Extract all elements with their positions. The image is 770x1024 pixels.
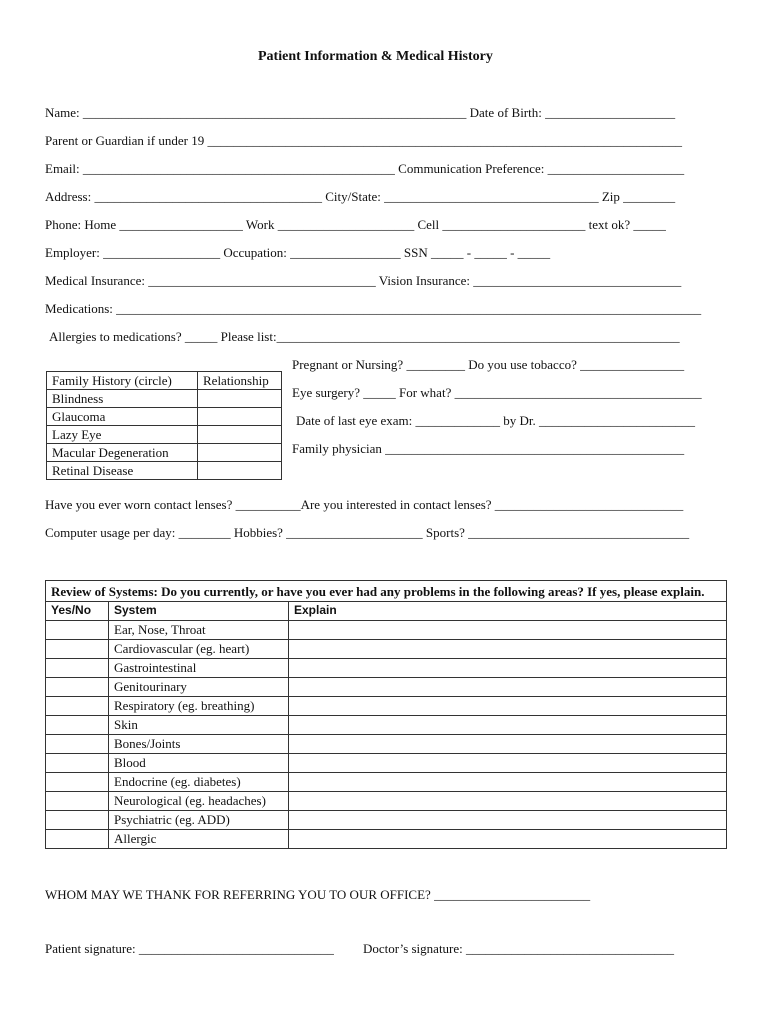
- explain-cell[interactable]: [289, 678, 727, 697]
- condition-cell[interactable]: Retinal Disease: [47, 462, 198, 480]
- yes-no-cell[interactable]: [46, 811, 109, 830]
- table-row: [46, 792, 727, 811]
- table-row: [47, 444, 282, 462]
- family-history-header: Family History (circle): [47, 372, 198, 390]
- yes-no-cell[interactable]: [46, 773, 109, 792]
- system-cell: Endocrine (eg. diabetes): [109, 773, 289, 792]
- medications-line[interactable]: Medications: __________________________________________________________________________________________: [45, 301, 702, 316]
- explain-cell[interactable]: [289, 735, 727, 754]
- system-cell: Skin: [109, 716, 289, 735]
- yes-no-header: Yes/No: [46, 602, 109, 621]
- page-title: Patient Information & Medical History: [258, 49, 493, 64]
- explain-cell[interactable]: [289, 792, 727, 811]
- explain-cell[interactable]: [289, 830, 727, 849]
- table-row: [47, 390, 282, 408]
- yes-no-cell[interactable]: [46, 792, 109, 811]
- condition-cell[interactable]: Glaucoma: [47, 408, 198, 426]
- explain-cell[interactable]: [289, 640, 727, 659]
- system-cell: Bones/Joints: [109, 735, 289, 754]
- doctor-signature-line[interactable]: Doctor’s signature: ________________________________: [363, 941, 675, 956]
- explain-cell[interactable]: [289, 811, 727, 830]
- system-cell: Allergic: [109, 830, 289, 849]
- explain-cell[interactable]: [289, 621, 727, 640]
- system-cell: Gastrointestinal: [109, 659, 289, 678]
- guardian-line[interactable]: Parent or Guardian if under 19 _________________________________________________________________________: [45, 133, 682, 148]
- system-cell: Neurological (eg. headaches): [109, 792, 289, 811]
- system-cell: Blood: [109, 754, 289, 773]
- system-cell: Cardiovascular (eg. heart): [109, 640, 289, 659]
- contact-lenses-line[interactable]: Have you ever worn contact lenses? __________Are you interested in contact lenses? _____________________________: [45, 497, 684, 512]
- relationship-header: Relationship: [198, 372, 282, 390]
- referral-line[interactable]: WHOM MAY WE THANK FOR REFERRING YOU TO OUR OFFICE? ________________________: [45, 887, 591, 902]
- table-row: [46, 659, 727, 678]
- table-row: [46, 716, 727, 735]
- email-line[interactable]: Email: ________________________________________________ Communication Preference: _____________________: [45, 161, 685, 176]
- family-history-table: [46, 371, 282, 480]
- table-row: [46, 811, 727, 830]
- table-row: [46, 830, 727, 849]
- system-cell: Psychiatric (eg. ADD): [109, 811, 289, 830]
- insurance-line[interactable]: Medical Insurance: ___________________________________ Vision Insurance: ________________________________: [45, 273, 682, 288]
- employer-line[interactable]: Employer: __________________ Occupation: _________________ SSN _____ - _____ - _____: [45, 245, 551, 260]
- family-physician-line[interactable]: Family physician ______________________________________________: [292, 441, 685, 456]
- address-line[interactable]: Address: ___________________________________ City/State: _________________________________ Zip ________: [45, 189, 676, 204]
- allergies-line[interactable]: Allergies to medications? _____ Please list:______________________________________________________________: [49, 329, 680, 344]
- computer-hobbies-line[interactable]: Computer usage per day: ________ Hobbies? _____________________ Sports? __________________________________: [45, 525, 690, 540]
- yes-no-cell[interactable]: [46, 754, 109, 773]
- table-row: [46, 678, 727, 697]
- explain-cell[interactable]: [289, 773, 727, 792]
- yes-no-cell[interactable]: [46, 830, 109, 849]
- table-row: [46, 621, 727, 640]
- condition-cell[interactable]: Macular Degeneration: [47, 444, 198, 462]
- condition-cell[interactable]: Blindness: [47, 390, 198, 408]
- relationship-cell[interactable]: [198, 444, 282, 462]
- name-dob-line[interactable]: Name: ___________________________________________________________ Date of Birth: ____________________: [45, 105, 676, 120]
- table-row: [46, 640, 727, 659]
- relationship-cell[interactable]: [198, 426, 282, 444]
- explain-cell[interactable]: [289, 659, 727, 678]
- explain-cell[interactable]: [289, 754, 727, 773]
- table-row: [47, 462, 282, 480]
- review-of-systems-header: Review of Systems: Do you currently, or have you ever had any problems in the following areas? If yes, please explain.: [46, 581, 727, 602]
- explain-cell[interactable]: [289, 716, 727, 735]
- yes-no-cell[interactable]: [46, 716, 109, 735]
- condition-cell[interactable]: Lazy Eye: [47, 426, 198, 444]
- review-of-systems-table: [45, 580, 727, 849]
- eye-surgery-line[interactable]: Eye surgery? _____ For what? ______________________________________: [292, 385, 702, 400]
- system-cell: Respiratory (eg. breathing): [109, 697, 289, 716]
- patient-signature-line[interactable]: Patient signature: ______________________________: [45, 941, 334, 956]
- relationship-cell[interactable]: [198, 390, 282, 408]
- table-row: [46, 735, 727, 754]
- relationship-cell[interactable]: [198, 462, 282, 480]
- system-cell: Ear, Nose, Throat: [109, 621, 289, 640]
- table-row: [47, 426, 282, 444]
- relationship-cell[interactable]: [198, 408, 282, 426]
- yes-no-cell[interactable]: [46, 659, 109, 678]
- table-row: [46, 773, 727, 792]
- yes-no-cell[interactable]: [46, 640, 109, 659]
- yes-no-cell[interactable]: [46, 621, 109, 640]
- table-row: [46, 697, 727, 716]
- yes-no-cell[interactable]: [46, 735, 109, 754]
- phone-line[interactable]: Phone: Home ___________________ Work _____________________ Cell ______________________ text ok? _____: [45, 217, 666, 232]
- yes-no-cell[interactable]: [46, 697, 109, 716]
- last-exam-line[interactable]: Date of last eye exam: _____________ by Dr. ________________________: [296, 413, 695, 428]
- explain-cell[interactable]: [289, 697, 727, 716]
- yes-no-cell[interactable]: [46, 678, 109, 697]
- table-row: [47, 408, 282, 426]
- system-header: System: [109, 602, 289, 621]
- system-cell: Genitourinary: [109, 678, 289, 697]
- table-row: [46, 754, 727, 773]
- explain-header: Explain: [289, 602, 727, 621]
- pregnant-tobacco-line[interactable]: Pregnant or Nursing? _________ Do you use tobacco? ________________: [292, 357, 685, 372]
